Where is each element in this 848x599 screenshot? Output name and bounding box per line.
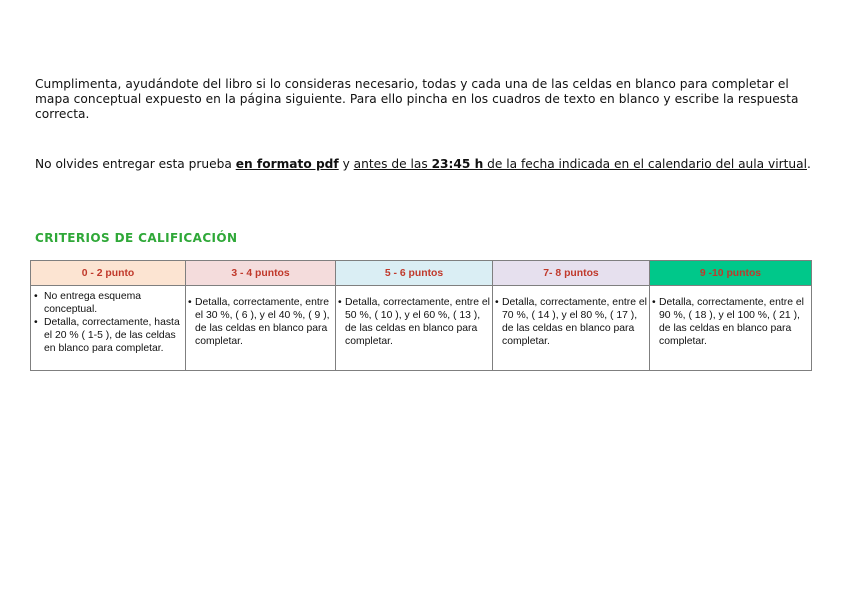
grading-table [30, 260, 812, 371]
notice-deadline [354, 157, 807, 171]
criteria-cell-7-8 [493, 286, 650, 371]
grading-header-row [31, 261, 812, 286]
notice-format: en formato pdf [235, 157, 339, 171]
grade-header-3-4: 3 - 4 puntos [186, 261, 336, 286]
instructions-text: Cumplimenta, ayudándote del libro si lo consideras necesario, todas y cada una de las celdas en blanco para completar el mapa conceptual expuesto en la página siguiente. Para ello pincha en los cuadros de texto en blanco y escribe la respuesta correcta. [35, 77, 799, 121]
notice-time: 23:45 h [431, 157, 484, 171]
grade-header-7-8: 7- 8 puntos [493, 261, 650, 286]
criteria-cell-0-2 [31, 286, 186, 371]
notice-part2: y [338, 157, 354, 171]
criteria-item: • Detalla, correctamente, hasta el 20 % ( 1-5 ), de las celdas en blanco para completar. [33, 316, 183, 355]
criteria-item: • Detalla, correctamente, entre el 70 %, ( 14 ), y el 80 %, ( 17 ), de las celdas en blanco para completar. [495, 296, 647, 348]
criteria-cell-9-10 [650, 286, 812, 371]
criteria-item: • Detalla, correctamente, entre el 50 %, ( 10 ), y el 60 %, ( 13 ), de las celdas en blanco para completar. [338, 296, 490, 348]
grade-header-9-10: 9 -10 puntos [650, 261, 812, 286]
grading-criteria-row [31, 286, 812, 371]
criteria-title: CRITERIOS DE CALIFICACIÓN [35, 231, 238, 245]
notice-deadline-text: de la fecha indicada en el calendario del aula virtual [483, 157, 807, 171]
criteria-item: • Detalla, correctamente, entre el 90 %, ( 18 ), y el 100 %, ( 21 ), de las celdas en blanco para completar. [652, 296, 809, 348]
notice-part1: No olvides entregar esta prueba [35, 157, 236, 171]
grade-header-0-2: 0 - 2 punto [31, 261, 186, 286]
notice-before: antes de las [353, 157, 432, 171]
criteria-item: • No entrega esquema conceptual. [33, 290, 183, 316]
notice-end: . [806, 157, 811, 171]
criteria-cell-5-6 [336, 286, 493, 371]
criteria-cell-3-4 [186, 286, 336, 371]
submission-notice [35, 157, 835, 172]
grade-header-5-6: 5 - 6 puntos [336, 261, 493, 286]
criteria-item: • Detalla, correctamente, entre el 30 %, ( 6 ), y el 40 %, ( 9 ), de las celdas en blanco para completar. [188, 296, 333, 348]
